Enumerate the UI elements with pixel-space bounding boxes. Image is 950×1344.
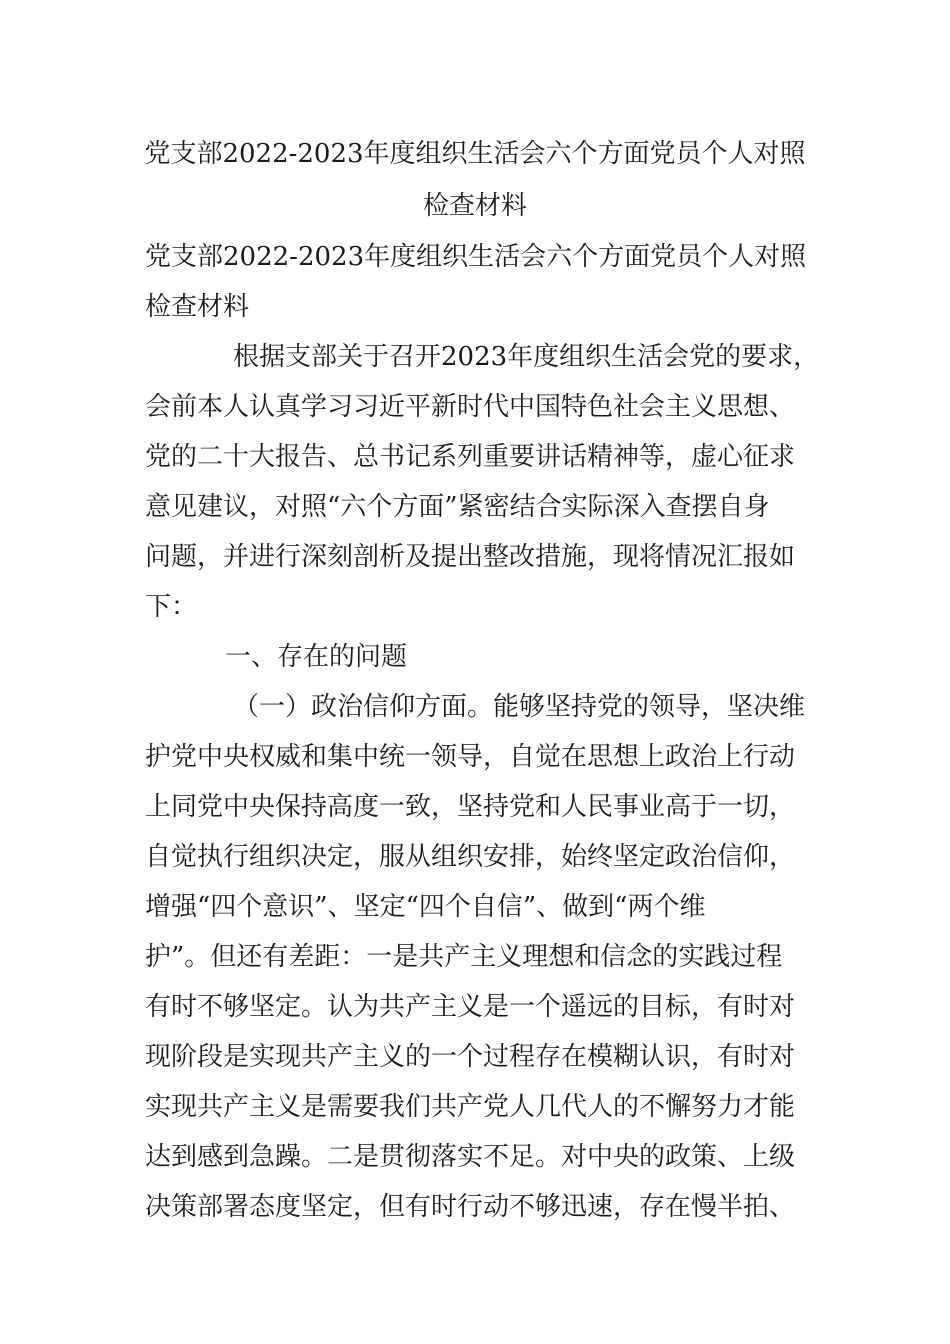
section-heading: 一、存在的问题 (225, 642, 408, 672)
paragraph-line: 有时不够坚定。认为共产主义是一个遥远的目标，有时对 (145, 992, 796, 1022)
paragraph-line: 护党中央权威和集中统一领导，自觉在思想上政治上行动 (145, 742, 796, 772)
paragraph-line: 护”。但还有差距：一是共产主义理想和信念的实践过程 (145, 942, 783, 972)
paragraph-line: 现阶段是实现共产主义的一个过程存在模糊认识，有时对 (145, 1042, 796, 1072)
paragraph-line: 会前本人认真学习习近平新时代中国特色社会主义思想、 (145, 392, 796, 422)
title-line-2: 检查材料 (422, 191, 527, 221)
paragraph-line: 自觉执行组织决定，服从组织安排，始终坚定政治信仰， (145, 842, 796, 872)
paragraph-line: （一）政治信仰方面。能够坚持党的领导，坚决维 (233, 692, 806, 722)
document-body (145, 232, 820, 1232)
paragraph-line: 根据支部关于召开2023年度组织生活会党的要求， (233, 342, 820, 372)
subtitle-line-2: 检查材料 (145, 292, 250, 322)
paragraph-line: 增强“四个意识”、坚定“四个自信”、做到“两个维 (145, 892, 706, 922)
subtitle-line-1: 党支部2022-2023年度组织生活会六个方面党员个人对照 (145, 242, 807, 272)
paragraph-line: 上同党中央保持高度一致，坚持党和人民事业高于一切， (145, 792, 796, 822)
paragraph-line: 党的二十大报告、总书记系列重要讲话精神等，虚心征求 (145, 442, 796, 472)
paragraph-line: 意见建议，对照“六个方面”紧密结合实际深入查摆自身 (145, 492, 770, 522)
title-line-1: 党支部2022-2023年度组织生活会六个方面党员个人对照 (144, 139, 806, 169)
document-title (110, 128, 840, 232)
paragraph-line: 实现共产主义是需要我们共产党人几代人的不懈努力才能 (145, 1092, 796, 1122)
paragraph-line: 问题，并进行深刻剖析及提出整改措施，现将情况汇报如 (145, 542, 796, 572)
paragraph-line: 下： (145, 592, 198, 622)
paragraph-line: 决策部署态度坚定，但有时行动不够迅速，存在慢半拍、 (145, 1192, 796, 1222)
paragraph-line: 达到感到急躁。二是贯彻落实不足。对中央的政策、上级 (145, 1142, 796, 1172)
